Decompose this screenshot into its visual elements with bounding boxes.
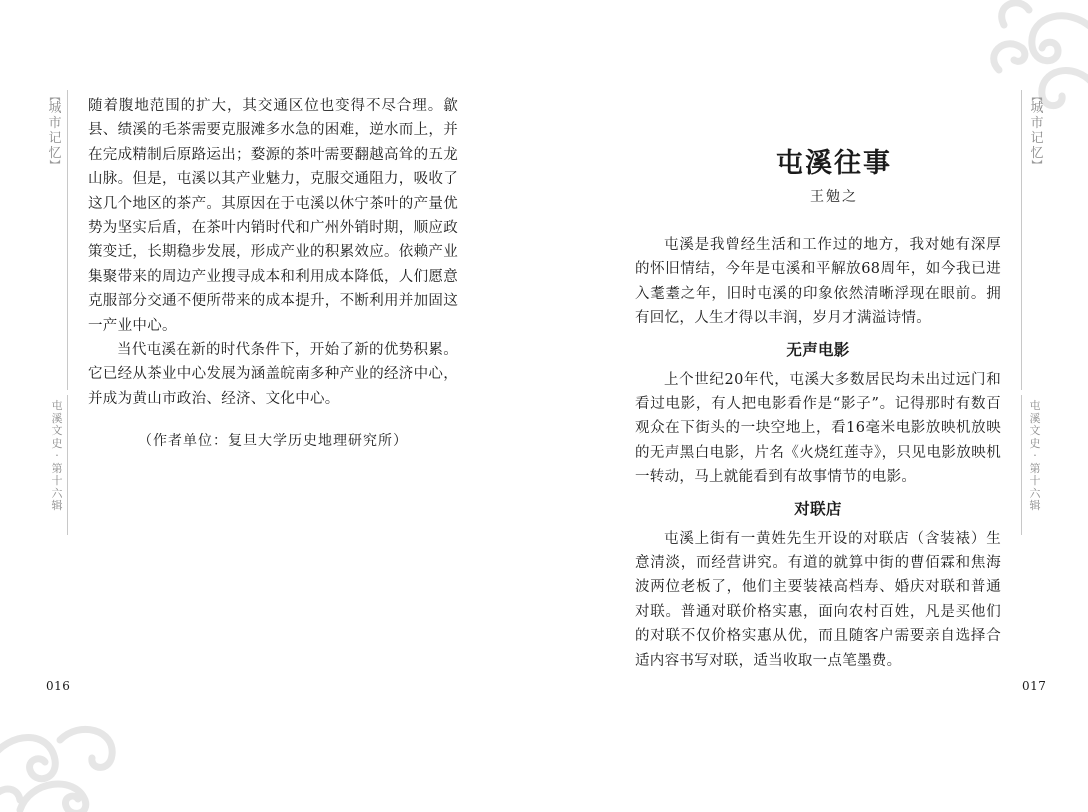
side-title-char: 记	[48, 131, 62, 146]
page-number-left: 016	[46, 679, 71, 693]
side-rule-top	[67, 90, 68, 390]
side-title-char: 市	[48, 116, 62, 131]
right-body-text	[635, 233, 1001, 673]
bracket-top: ︻	[49, 90, 61, 103]
side-series-char: 史	[51, 436, 63, 450]
side-series-char: 辑	[51, 499, 63, 512]
side-series-char: 史	[1029, 436, 1041, 450]
side-series-char: ·	[55, 449, 59, 462]
author-affiliation: （作者单位：复旦大学历史地理研究所）	[138, 433, 408, 449]
side-series-char: 六	[1029, 486, 1041, 500]
side-series-char: 十	[1029, 474, 1041, 487]
bracket-top: ︻	[1031, 90, 1043, 103]
side-series-char: 溪	[51, 411, 63, 425]
side-series-label	[46, 400, 68, 513]
right-page	[544, 0, 1088, 812]
side-title-char: 城	[1030, 101, 1044, 116]
side-title-char: 城	[48, 101, 62, 116]
side-series-char: 第	[51, 461, 63, 475]
paragraph: 随着腹地范围的扩大，其交通区位也变得不尽合理。歙县、绩溪的毛茶需要克服滩多水急的困难，逆水而上，并在完成精制后原路运出；婺源的茶叶需要翻越高耸的五龙山脉。但是，屯溪以其产业魅力，克服交通阻力，吸收了这几个地区的茶产。其原因在于屯溪以休宁茶叶的产量优势为坚实后盾，在茶叶内销时代和广州外销时期，顺应政策变迁，长期稳步发展，形成产业的积累效应。依赖产业集聚带来的周边产业搜寻成本和利用成本降低，人们愿意克服部分交通不便所带来的成本提升，不断利用并加固这一产业中心。	[88, 98, 458, 334]
side-series-char: 辑	[1029, 499, 1041, 512]
side-title-char: 忆	[48, 146, 62, 161]
side-series-char: 溪	[1029, 411, 1041, 425]
side-rule-top	[1021, 90, 1022, 390]
section-paragraph: 屯溪上街有一黄姓先生开设的对联店（含装裱）生意清淡，而经营讲究。有道的就算中街的曹佰霖和焦海波两位老板了，他们主要装裱高档寿、婚庆对联和普通对联。普通对联价格实惠，面向农村百姓，凡是买他们的对联不仅价格实惠从优，而且随客户需要亲自选择合适内容书写对联，适当收取一点笔墨费。	[635, 530, 1001, 669]
side-series-char: 屯	[1029, 399, 1041, 412]
cloud-pattern-icon	[0, 700, 130, 812]
section-heading: 无声电影	[786, 340, 850, 359]
article-author: 王勉之	[810, 189, 858, 205]
section-heading: 对联店	[794, 499, 842, 518]
intro-paragraph: 屯溪是我曾经生活和工作过的地方，我对她有深厚的怀旧情结，今年是屯溪和平解放68周年，如今我已进入耄耋之年，旧时屯溪的印象依然清晰浮现在眼前。拥有回忆，人生才得以丰润，岁月才满溢诗情。	[635, 237, 1001, 327]
section-paragraph: 上个世纪20年代，屯溪大多数居民均未出过远门和看过电影，有人把电影看作是“影子”。记得那时有数百观众在下街头的一块空地上，看16毫米电影放映机放映的无声黑白电影，片名《火烧红莲寺》，只见电影放映机一转动，马上就能看到有故事情节的电影。	[635, 371, 1001, 486]
article-title: 屯溪往事	[776, 148, 892, 179]
side-title-char: 市	[1030, 116, 1044, 131]
side-series-char: 屯	[51, 399, 63, 412]
page-number-right: 017	[1022, 679, 1047, 693]
side-series-label	[1024, 400, 1046, 513]
side-series-char: 第	[1029, 461, 1041, 475]
side-series-char: 十	[51, 474, 63, 487]
bracket-bottom: ︼	[1031, 159, 1043, 172]
paragraph: 当代屯溪在新的时代条件下，开始了新的优势积累。它已经从茶业中心发展为涵盖皖南多种产业的经济中心，并成为黄山市政治、经济、文化中心。	[88, 342, 458, 407]
side-series-char: 文	[51, 424, 63, 437]
side-section-title	[44, 92, 66, 170]
side-title-char: 忆	[1030, 146, 1044, 161]
side-series-char: ·	[1033, 449, 1037, 462]
left-body-text	[88, 94, 458, 411]
side-rule-bottom	[1021, 395, 1022, 535]
side-title-char: 记	[1030, 131, 1044, 146]
side-series-char: 文	[1029, 424, 1041, 437]
bracket-bottom: ︼	[49, 159, 61, 172]
side-series-char: 六	[51, 486, 63, 500]
side-section-title	[1026, 92, 1048, 170]
